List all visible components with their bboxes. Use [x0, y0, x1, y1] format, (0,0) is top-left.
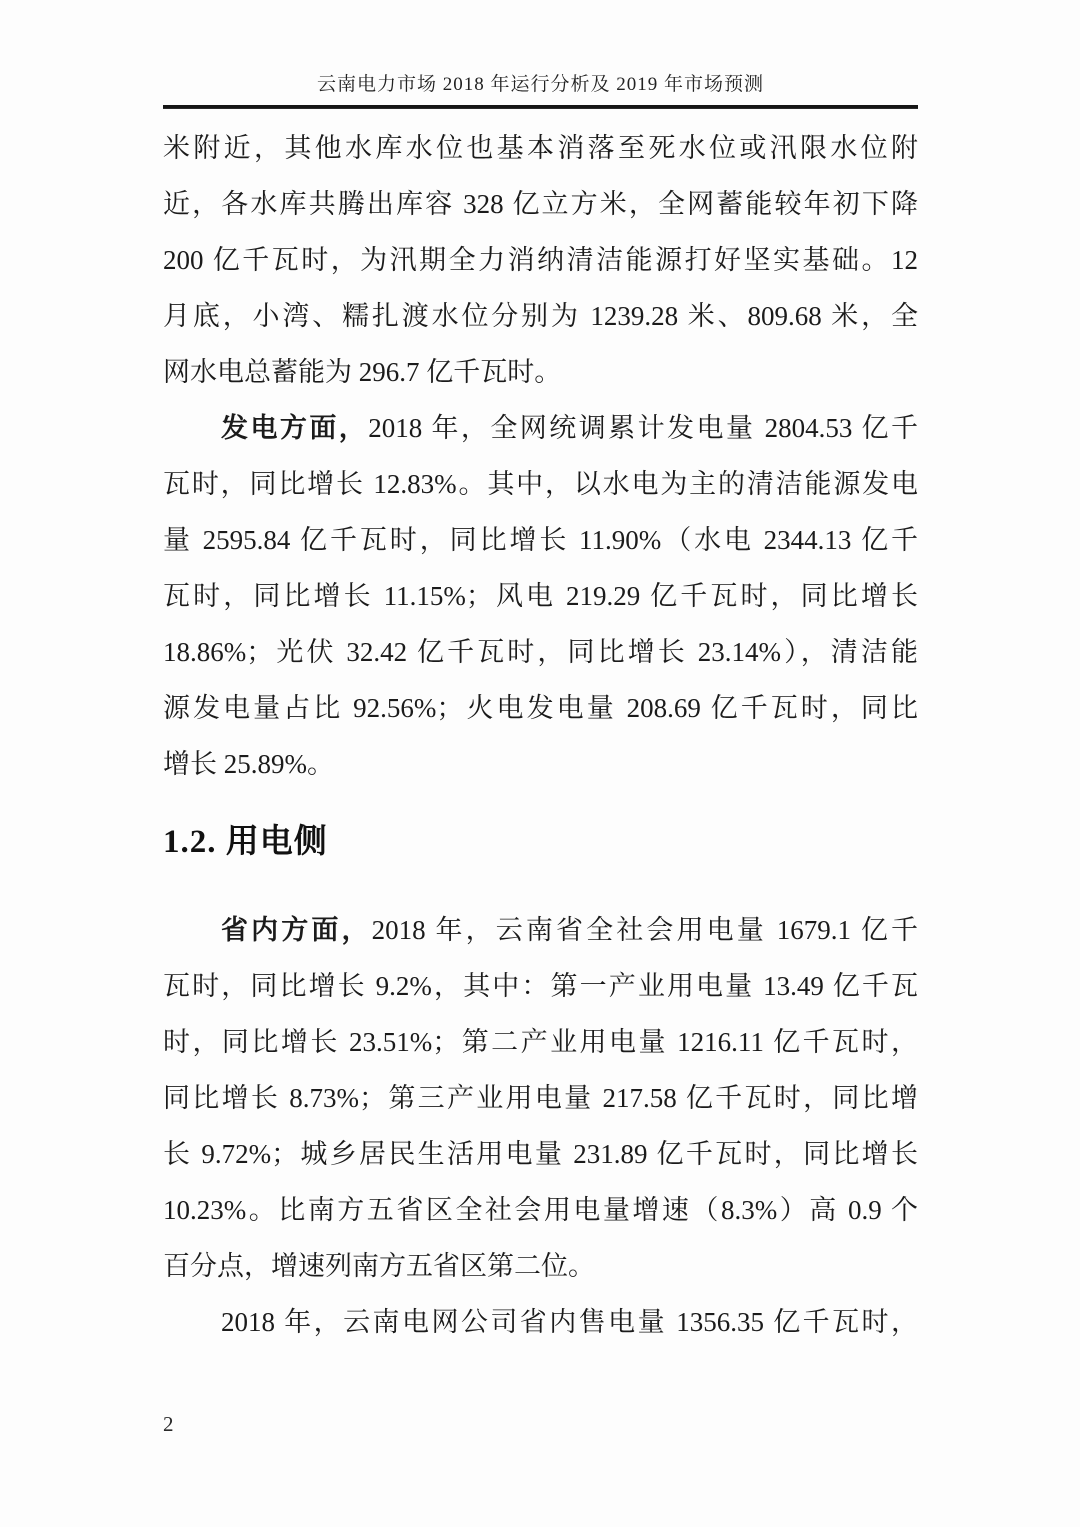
- text-line: 时，同比增长 23.51%；第二产业用电量 1216.11 亿千瓦时，: [163, 1027, 918, 1057]
- text-line: 2018 年，云南电网公司省内售电量 1356.35 亿千瓦时，: [221, 1307, 918, 1337]
- text-line: 200 亿千瓦时，为汛期全力消纳清洁能源打好坚实基础。12: [163, 245, 918, 275]
- text-line: 10.23%。比南方五省区全社会用电量增速（8.3%）高 0.9 个: [163, 1195, 918, 1225]
- text-line: 发电方面，2018 年，全网统调累计发电量 2804.53 亿千: [221, 413, 918, 443]
- text-line: 18.86%；光伏 32.42 亿千瓦时，同比增长 23.14%），清洁能: [163, 637, 918, 667]
- text-line: 近，各水库共腾出库容 328 亿立方米，全网蓄能较年初下降: [163, 189, 918, 219]
- text-line: 网水电总蓄能为 296.7 亿千瓦时。: [163, 357, 562, 387]
- text-line: 瓦时，同比增长 9.2%，其中：第一产业用电量 13.49 亿千瓦: [163, 971, 918, 1001]
- page-number: 2: [163, 1412, 174, 1436]
- text-line: 瓦时，同比增长 12.83%。其中，以水电为主的清洁能源发电: [163, 469, 918, 499]
- text-line: 源发电量占比 92.56%；火电发电量 208.69 亿千瓦时，同比: [163, 693, 918, 723]
- text-line: 增长 25.89%。: [163, 749, 334, 779]
- text-line: 米附近，其他水库水位也基本消落至死水位或汛限水位附: [163, 133, 918, 163]
- bold-lead-text: 发电方面，: [221, 413, 369, 443]
- text-line: 同比增长 8.73%；第三产业用电量 217.58 亿千瓦时，同比增: [163, 1083, 918, 1113]
- text-line: 量 2595.84 亿千瓦时，同比增长 11.90%（水电 2344.13 亿千: [163, 525, 918, 555]
- text-line: 月底，小湾、糯扎渡水位分别为 1239.28 米、809.68 米，全: [163, 301, 918, 331]
- section-heading: 1.2. 用电侧: [163, 824, 328, 860]
- text-line: 瓦时，同比增长 11.15%；风电 219.29 亿千瓦时，同比增长: [163, 581, 918, 611]
- header-title: 云南电力市场 2018 年运行分析及 2019 年市场预测: [316, 74, 764, 95]
- header-rule: [163, 105, 918, 109]
- text-line: 省内方面，2018 年，云南省全社会用电量 1679.1 亿千: [221, 915, 918, 945]
- text-line: 长 9.72%；城乡居民生活用电量 231.89 亿千瓦时，同比增长: [163, 1139, 918, 1169]
- page-header: [163, 72, 918, 109]
- bold-lead-text: 省内方面，: [221, 915, 372, 945]
- page-footer: [163, 1411, 174, 1437]
- document-body: [163, 120, 918, 1350]
- text-line: 百分点，增速列南方五省区第二位。: [163, 1251, 595, 1281]
